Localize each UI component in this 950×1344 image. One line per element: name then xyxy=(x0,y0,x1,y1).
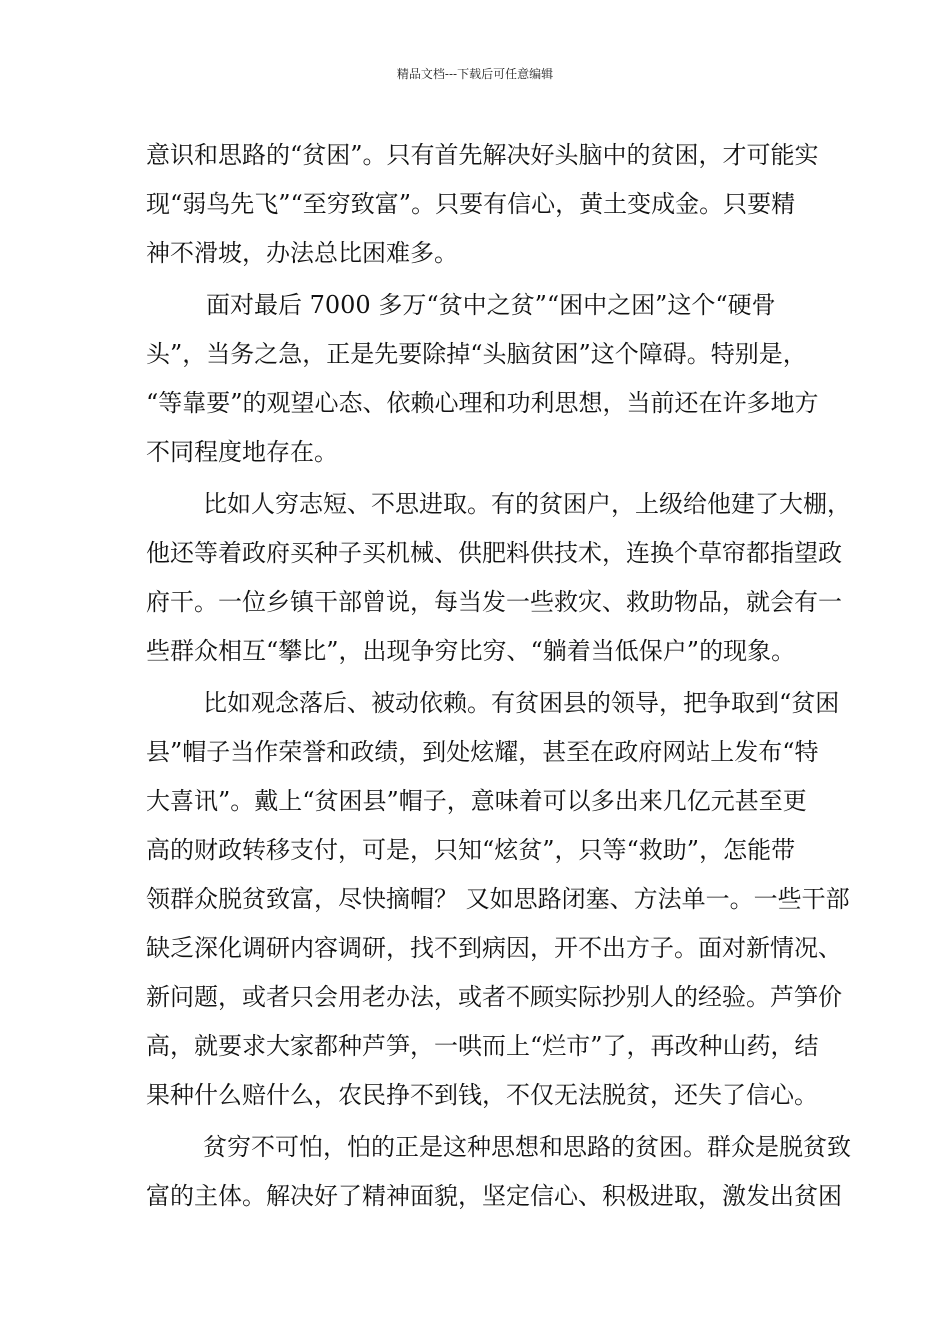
text-line: 神不滑坡，办法总比困难多。 xyxy=(146,239,458,268)
paragraph xyxy=(146,281,819,477)
text-line: 不同程度地存在。 xyxy=(146,438,338,467)
text-line: 大喜讯”。戴上“贫困县”帽子，意味着可以多出来几亿元甚至更 xyxy=(146,786,807,815)
text-line: 高，就要求大家都种芦笋，一哄而上“烂市”了，再改种山药，结 xyxy=(146,1032,819,1061)
text-line: 果种什么赔什么，农民挣不到钱，不仅无法脱贫，还失了信心。 xyxy=(146,1081,818,1110)
paragraph xyxy=(146,131,819,278)
text-line: 县”帽子当作荣誉和政绩，到处炫耀，甚至在政府网站上发布“特 xyxy=(146,737,819,766)
text-line: 面对最后 7000 多万“贫中之贫”“困中之困”这个“硬骨 xyxy=(206,290,776,319)
text-line: 他还等着政府买种子买机械、供肥料供技术，连换个草帘都指望政 xyxy=(146,538,842,567)
text-line: 高的财政转移支付，可是，只知“炫贫”，只等“救助”，怎能带 xyxy=(146,835,796,864)
text-line: 富的主体。解决好了精神面貌，坚定信心、积极进取，激发出贫困 xyxy=(146,1181,842,1210)
text-line: 贫穷不可怕，怕的正是这种思想和思路的贫困。群众是脱贫致 xyxy=(203,1132,851,1161)
text-line: 头”，当务之急，正是先要除掉“头脑贫困”这个障碍。特别是， xyxy=(146,339,807,368)
paragraph xyxy=(146,480,851,676)
paragraph xyxy=(146,679,850,1121)
paragraph xyxy=(146,1123,851,1221)
text-line: 意识和思路的“贫困”。只有首先解决好头脑中的贫困，才可能实 xyxy=(146,141,819,169)
text-line: 些群众相互“攀比”，出现争穷比穷、“躺着当低保户”的现象。 xyxy=(146,636,796,665)
text-line: “等靠要”的观望心态、依赖心理和功利思想，当前还在许多地方 xyxy=(146,388,819,417)
text-line: 领群众脱贫致富，尽快摘帽？ 又如思路闭塞、方法单一。一些干部 xyxy=(146,884,850,913)
document-body xyxy=(146,131,851,1221)
text-line: 比如观念落后、被动依赖。有贫困县的领导，把争取到“贫困 xyxy=(203,688,840,717)
text-line: 府干。一位乡镇干部曾说，每当发一些救灾、救助物品，就会有一 xyxy=(146,587,842,616)
text-line: 新问题，或者只会用老办法，或者不顾实际抄别人的经验。芦笋价 xyxy=(146,983,842,1012)
page-header: 精品文档---下载后可任意编辑 xyxy=(396,67,554,81)
text-line: 比如人穷志短、不思进取。有的贫困户，上级给他建了大棚， xyxy=(203,489,851,518)
text-line: 缺乏深化调研内容调研，找不到病因，开不出方子。面对新情况、 xyxy=(146,934,842,962)
text-line: 现“弱鸟先飞”“至穷致富”。只要有信心，黄土变成金。只要精 xyxy=(146,190,796,219)
